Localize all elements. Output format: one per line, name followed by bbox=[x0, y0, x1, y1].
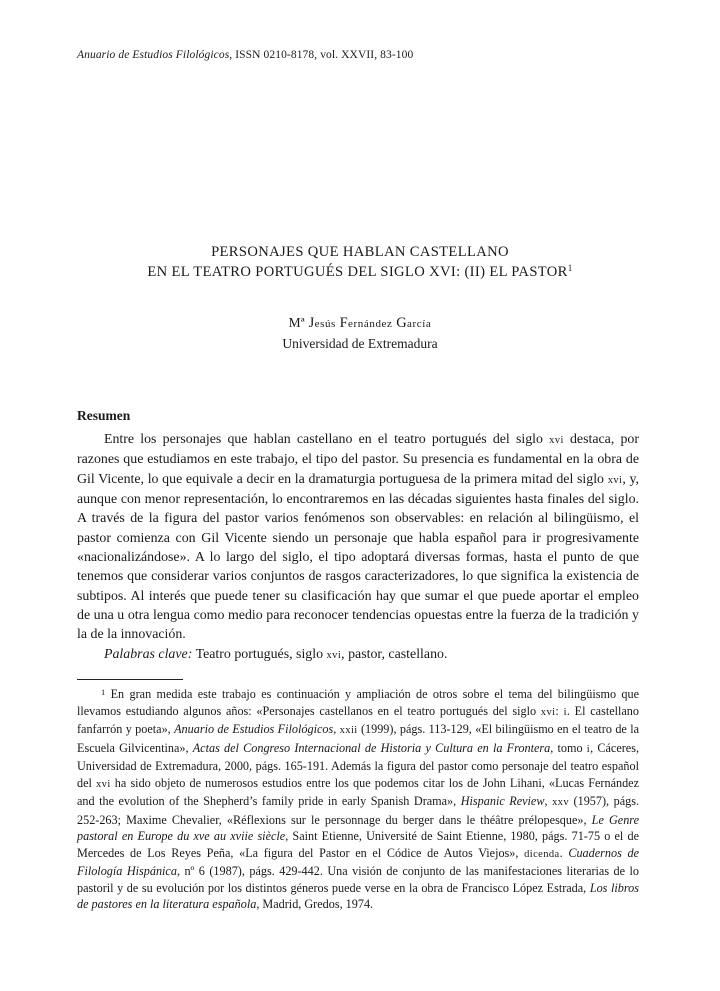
footnote-text: , nº 6 (1987), págs. 429-442. Una visión de conjunto de las manifestaciones literarias de lo pastoril y de su evolución por los distintos géneros puede verse en la obra de Francisco López Estrada, bbox=[77, 864, 639, 895]
title-line-2 bbox=[0, 262, 720, 282]
footnote-text: , tomo bbox=[550, 740, 587, 755]
footnote-text: . bbox=[559, 845, 569, 860]
abstract-paragraph bbox=[77, 430, 639, 645]
title-footnote-marker: 1 bbox=[567, 263, 573, 273]
footnote-text: : bbox=[555, 703, 564, 718]
keywords-label: Palabras clave: bbox=[104, 646, 193, 662]
footnote-text: En gran medida este trabajo es continuación y ampliación de otros sobre el tema del bilingüismo que llevamos estudiando algunos años: «Personajes castellanos en el teatro portugués del siglo bbox=[77, 687, 639, 718]
footnote-citation: Le Genre pastoral en Europe du xve au xviie siècle bbox=[77, 812, 639, 843]
footnote-separator bbox=[77, 679, 183, 680]
keywords-text: , pastor, castellano. bbox=[341, 646, 448, 662]
footnote-text: , Madrid, Gredos, 1974. bbox=[256, 897, 374, 911]
footnote-paragraph bbox=[77, 686, 639, 913]
footnote bbox=[77, 686, 639, 913]
footnote-citation: Los libros de pastores en la literatura española bbox=[77, 880, 639, 911]
abstract-text: , y, aunque con menor representación, lo encontraremos en las décadas siguientes hasta finales del siglo. A través de la figura del pastor varios fenómenos son observables: en relación al bilingüismo, el pastor comienza con Gil Vicente siendo un personaje que habla español para ir progresivamente «nacionalizándose». A lo largo del siglo, el tipo adoptará diversas formas, hasta el punto de que tenemos que considerar varios conjuntos de rasgos caracterizadores, lo que significa la existencia de subtipos. Al interés que puede tener su clasificación hay que sumar el que puede aportar el empleo de una u otra lengua como medio para reconocer tendencias opuestas entre la fuerza de la tradición y la de la innovación. bbox=[77, 471, 639, 643]
journal-name: Anuario de Estudios Filológicos bbox=[77, 49, 230, 61]
abstract-century: xvi bbox=[549, 435, 564, 446]
footnote-text: . El castellano fanfarrón y poeta», bbox=[77, 703, 639, 736]
footnote-text: i bbox=[586, 743, 591, 755]
author-prefix: Mª bbox=[288, 315, 305, 330]
title-line-2-text: EN EL TEATRO PORTUGUÉS DEL SIGLO XVI: (II) EL PASTOR bbox=[147, 264, 568, 280]
author-affiliation: Universidad de Extremadura bbox=[282, 336, 438, 351]
footnote-text: , Saint Etienne, Université de Saint Etienne, 1980, págs. 71-75 o el de Mercedes de Los Reyes Peña, «La figura del Pastor en el Códice de Autos Viejos», bbox=[77, 829, 639, 860]
footnote-text: xvi bbox=[96, 778, 111, 790]
author-initial-f: F bbox=[339, 315, 349, 331]
footnote-citation: Cuadernos de Filología Hispánica bbox=[77, 845, 640, 878]
footnote-text: xvi bbox=[540, 706, 556, 718]
author-initial-j: J bbox=[308, 315, 315, 331]
footnote-text: , bbox=[333, 722, 340, 736]
abstract-body bbox=[77, 430, 639, 665]
author-initial-g: G bbox=[396, 315, 407, 331]
article-title bbox=[0, 242, 720, 282]
title-line-1: PERSONAJES QUE HABLAN CASTELLANO bbox=[211, 244, 509, 260]
footnote-text: , bbox=[544, 794, 553, 808]
footnote-text: xxv bbox=[552, 797, 570, 808]
footnote-text: i bbox=[563, 706, 567, 718]
footnote-text: (1999), págs. 113-129, «El bilingüismo en el teatro de la Escuela Gilvicentina», bbox=[77, 722, 640, 755]
author-name bbox=[0, 313, 720, 334]
running-head bbox=[77, 49, 413, 61]
footnote-text: ha sido objeto de numerosos estudios entre los que podemos citar los de John Lihani, «Lucas Fernández and the evolution of the Shepherd’s family pride in early Spanish Drama», bbox=[77, 775, 639, 808]
author-block bbox=[0, 313, 720, 353]
keywords-text: Teatro portugués, siglo bbox=[192, 646, 327, 662]
journal-details: , ISSN 0210-8178, vol. XXVII, 83-100 bbox=[229, 49, 414, 61]
abstract-text: Entre los personajes que hablan castellano en el teatro portugués del siglo bbox=[104, 432, 550, 447]
footnote-citation: Hispanic Review bbox=[460, 794, 545, 808]
abstract-heading: Resumen bbox=[77, 408, 131, 423]
author-part-arcia: arcía bbox=[406, 318, 432, 330]
footnote-citation: Anuario de Estudios Filológicos bbox=[174, 722, 334, 736]
footnote-text: , Cáceres, Universidad de Extremadura, 2000, págs. 165-191. Además la figura del pastor como personaje del teatro español del bbox=[77, 740, 639, 790]
author-part-ernandez: ernández bbox=[348, 318, 393, 330]
abstract-century: xvi bbox=[607, 474, 623, 486]
footnote-citation: Actas del Congreso Internacional de Historia y Cultura en la Frontera bbox=[192, 740, 551, 755]
keywords-century: xvi bbox=[326, 649, 342, 661]
keywords bbox=[77, 645, 639, 665]
footnote-text: dicenda bbox=[524, 848, 560, 860]
author-part-esus: esús bbox=[314, 318, 336, 330]
abstract-text: destaca, por razones que estudiamos en este trabajo, el tipo del pastor. Su presencia es fundamental en la obra de Gil Vicente, lo que equivale a decir en la dramaturgia portuguesa de la primera mitad del siglo bbox=[77, 432, 639, 487]
footnote-text: (1957), págs. 252-263; Maxime Chevalier, «Réflexions sur le personnage du berger dans le théâtre prélopesque», bbox=[77, 794, 640, 827]
footnote-text: xxii bbox=[339, 725, 358, 736]
footnote-marker: 1 bbox=[101, 687, 106, 697]
